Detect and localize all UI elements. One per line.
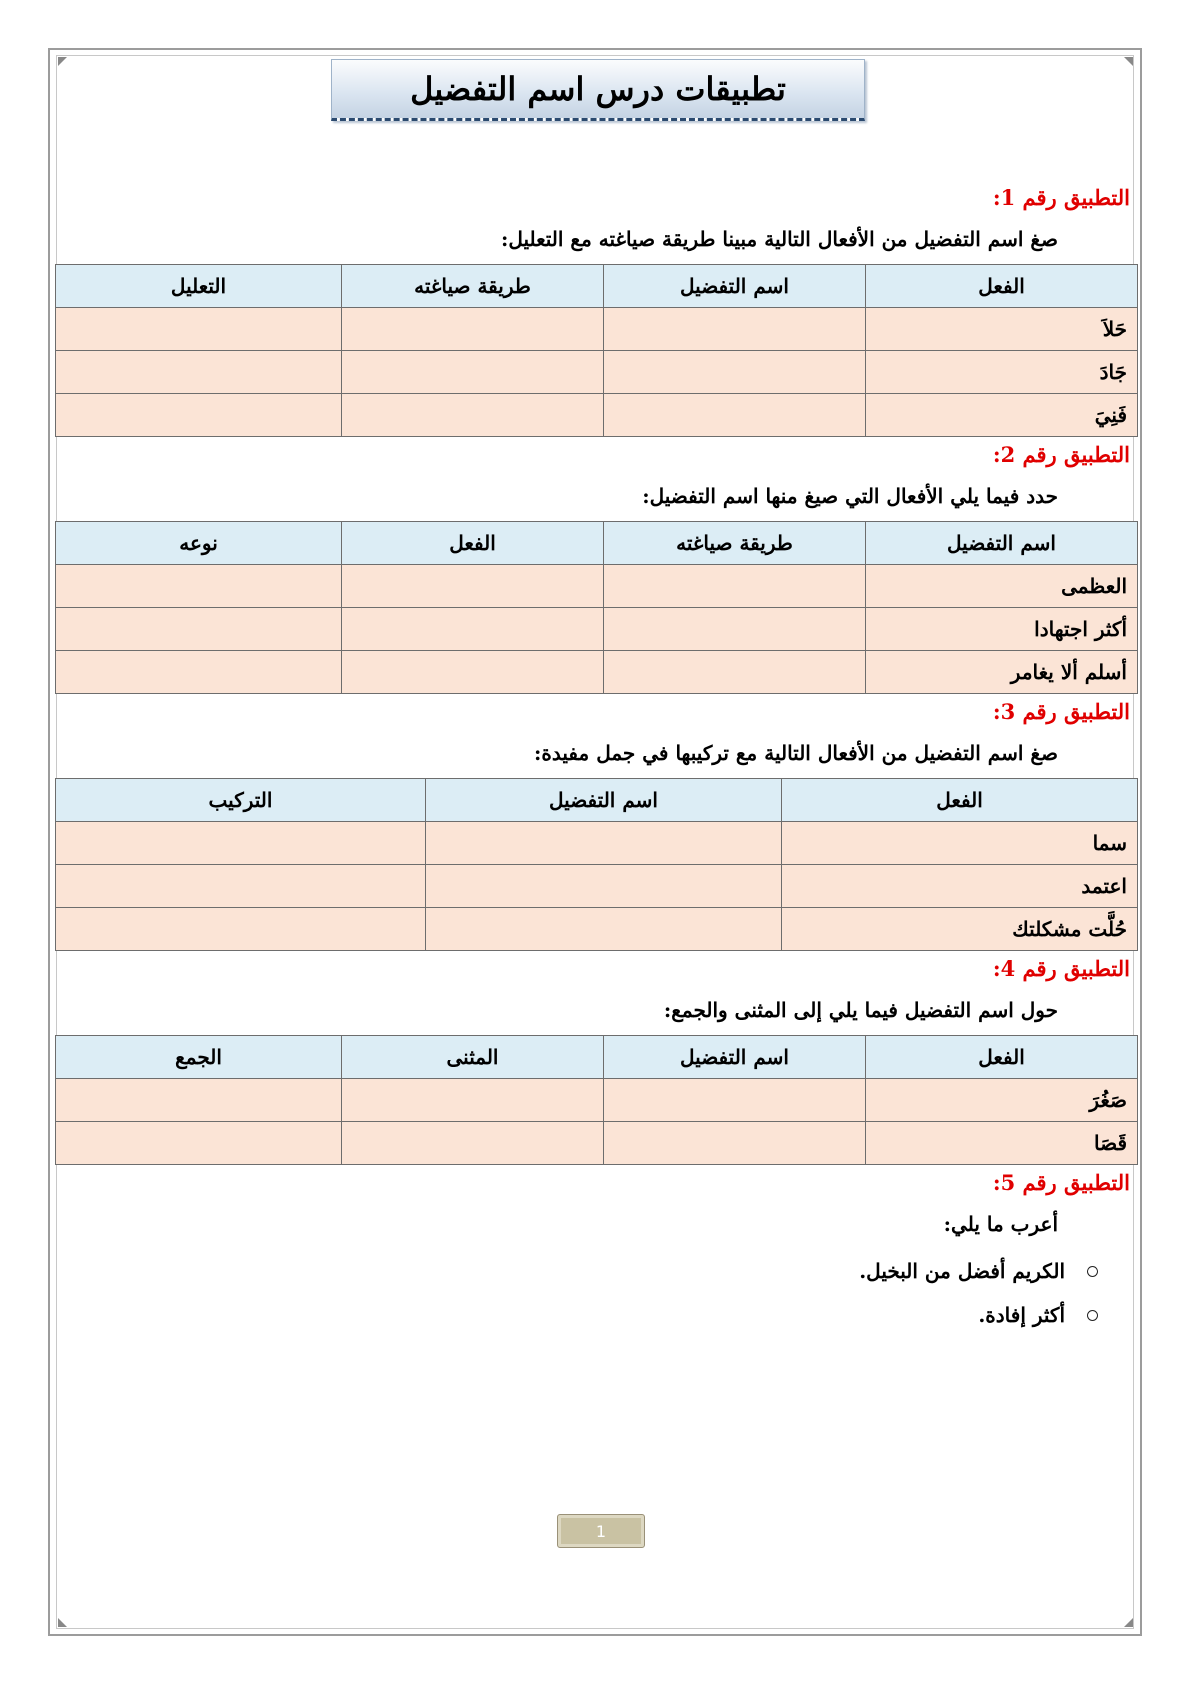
table-row (56, 651, 1138, 694)
answer-cell[interactable] (604, 308, 866, 351)
column-header: اسم التفضيل (426, 779, 782, 822)
answer-cell[interactable] (426, 865, 782, 908)
column-header: طريقة صياغته (604, 522, 866, 565)
application-4-instruction: حول اسم التفضيل فيما يلي إلى المثنى والجمع: (663, 998, 1058, 1022)
table-row (56, 565, 1138, 608)
table-header-row (56, 522, 1138, 565)
table-row (56, 1079, 1138, 1122)
answer-cell[interactable] (342, 608, 604, 651)
worksheet-content (56, 180, 1138, 1337)
answer-cell[interactable] (56, 1079, 342, 1122)
answer-cell[interactable] (426, 908, 782, 951)
answer-cell[interactable] (56, 1122, 342, 1165)
answer-cell[interactable] (342, 651, 604, 694)
verb-cell: اعتمد (782, 865, 1138, 908)
circle-bullet-icon (1087, 1310, 1098, 1321)
list-item-text: أكثر إفادة. (978, 1303, 1065, 1327)
table-row (56, 822, 1138, 865)
answer-cell[interactable] (56, 651, 342, 694)
answer-cell[interactable] (342, 565, 604, 608)
column-header: اسم التفضيل (604, 1036, 866, 1079)
application-1-table (55, 264, 1138, 437)
answer-cell[interactable] (56, 608, 342, 651)
application-2-title: التطبيق رقم 2: (992, 442, 1130, 467)
table-row (56, 308, 1138, 351)
application-2-instruction: حدد فيما يلي الأفعال التي صيغ منها اسم التفضيل: (642, 484, 1058, 508)
column-header: اسم التفضيل (604, 265, 866, 308)
column-header: الفعل (342, 522, 604, 565)
answer-cell[interactable] (56, 308, 342, 351)
column-header: التركيب (56, 779, 426, 822)
page-title: تطبيقات درس اسم التفضيل (331, 59, 865, 121)
table-row (56, 908, 1138, 951)
application-1-title: التطبيق رقم 1: (992, 185, 1130, 210)
answer-cell[interactable] (342, 394, 604, 437)
answer-cell[interactable] (604, 351, 866, 394)
answer-cell[interactable] (342, 351, 604, 394)
application-3-table (55, 778, 1138, 951)
verb-cell: صَغُرَ (866, 1079, 1138, 1122)
application-5-title: التطبيق رقم 5: (992, 1170, 1130, 1195)
answer-cell[interactable] (604, 1079, 866, 1122)
column-header: الفعل (782, 779, 1138, 822)
list-item (56, 1293, 1098, 1337)
list-item (56, 1249, 1098, 1293)
table-row (56, 608, 1138, 651)
answer-cell[interactable] (342, 1122, 604, 1165)
verb-cell: حَلاَ (866, 308, 1138, 351)
answer-cell[interactable] (56, 865, 426, 908)
table-row (56, 394, 1138, 437)
application-5-instruction: أعرب ما يلي: (943, 1212, 1058, 1236)
application-2-table (55, 521, 1138, 694)
column-header: الجمع (56, 1036, 342, 1079)
parsing-list (56, 1249, 1138, 1337)
answer-cell[interactable] (56, 565, 342, 608)
application-4-table (55, 1035, 1138, 1165)
application-3-instruction: صغ اسم التفضيل من الأفعال التالية مع تركيبها في جمل مفيدة: (534, 741, 1058, 765)
table-row (56, 1122, 1138, 1165)
table-row (56, 865, 1138, 908)
answer-cell[interactable] (56, 351, 342, 394)
table-header-row (56, 265, 1138, 308)
circle-bullet-icon (1087, 1266, 1098, 1277)
answer-cell[interactable] (56, 394, 342, 437)
answer-cell[interactable] (604, 394, 866, 437)
verb-cell: سما (782, 822, 1138, 865)
verb-cell: حُلَّت مشكلتك (782, 908, 1138, 951)
answer-cell[interactable] (56, 822, 426, 865)
column-header: المثنى (342, 1036, 604, 1079)
superlative-cell: أسلم ألا يغامر (866, 651, 1138, 694)
answer-cell[interactable] (604, 1122, 866, 1165)
answer-cell[interactable] (604, 608, 866, 651)
table-header-row (56, 1036, 1138, 1079)
verb-cell: جَادَ (866, 351, 1138, 394)
column-header: طريقة صياغته (342, 265, 604, 308)
superlative-cell: أكثر اجتهادا (866, 608, 1138, 651)
table-header-row (56, 779, 1138, 822)
table-row (56, 351, 1138, 394)
answer-cell[interactable] (426, 822, 782, 865)
corner-ornament (58, 1618, 67, 1627)
column-header: اسم التفضيل (866, 522, 1138, 565)
verb-cell: قَصَا (866, 1122, 1138, 1165)
corner-ornament (1124, 57, 1133, 66)
verb-cell: فَنِيَ (866, 394, 1138, 437)
answer-cell[interactable] (604, 565, 866, 608)
superlative-cell: العظمى (866, 565, 1138, 608)
answer-cell[interactable] (604, 651, 866, 694)
answer-cell[interactable] (342, 308, 604, 351)
column-header: التعليل (56, 265, 342, 308)
page-number: 1 (557, 1514, 645, 1548)
corner-ornament (58, 57, 67, 66)
column-header: الفعل (866, 1036, 1138, 1079)
list-item-text: الكريم أفضل من البخيل. (859, 1259, 1065, 1283)
answer-cell[interactable] (56, 908, 426, 951)
corner-ornament (1124, 1618, 1133, 1627)
column-header: الفعل (866, 265, 1138, 308)
application-1-instruction: صغ اسم التفضيل من الأفعال التالية مبينا طريقة صياغته مع التعليل: (500, 227, 1058, 251)
column-header: نوعه (56, 522, 342, 565)
application-4-title: التطبيق رقم 4: (992, 956, 1130, 981)
answer-cell[interactable] (342, 1079, 604, 1122)
application-3-title: التطبيق رقم 3: (992, 699, 1130, 724)
